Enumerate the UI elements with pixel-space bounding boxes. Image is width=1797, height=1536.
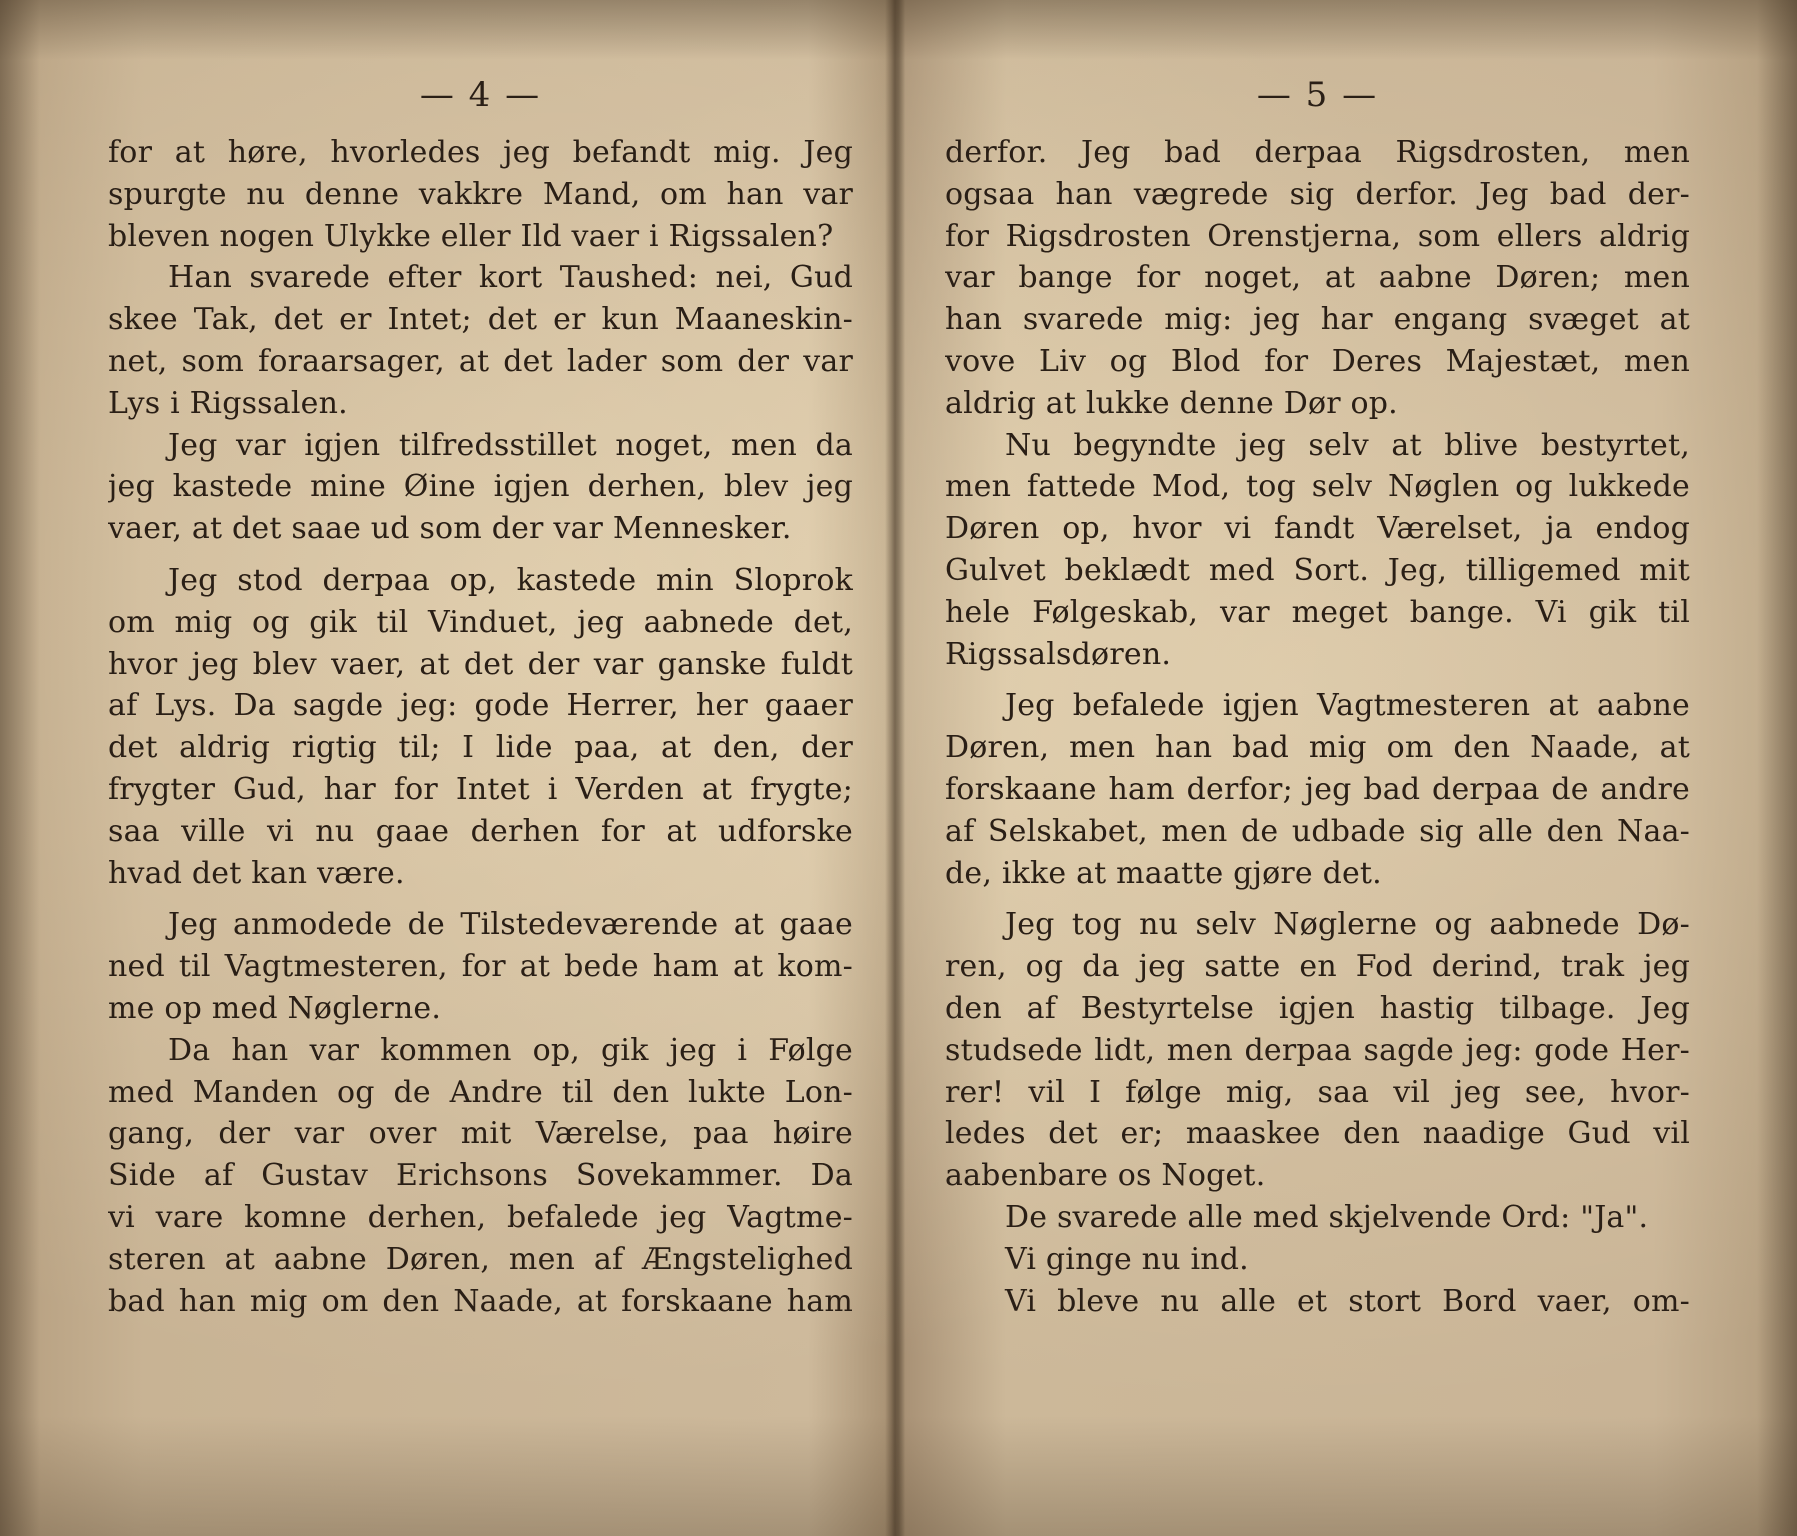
left-page-text (108, 132, 853, 1322)
text-line: aldrig at lukke denne Dør op. (945, 385, 1398, 421)
text-line: hvad det kan være. (108, 855, 405, 891)
paragraph-gap (108, 550, 853, 560)
text-line: forskaane ham derfor; jeg bad derpaa de andre (945, 771, 1690, 807)
page-number-left: — 4 — (419, 75, 542, 115)
text-line: me op med Nøglerne. (108, 990, 442, 1026)
text-line: vi vare komne derhen, befalede jeg Vagtme- (108, 1199, 853, 1235)
text-line: Døren op, hvor vi fandt Værelset, ja endog (945, 511, 1690, 547)
text-line: det aldrig rigtig til; I lide paa, at den, der (108, 730, 853, 766)
text-line: Jeg befalede igjen Vagtmesteren at aabne (1005, 688, 1690, 724)
text-line: Nu begyndte jeg selv at blive bestyrtet, (1005, 427, 1690, 463)
book-gutter (885, 0, 905, 1536)
text-line: hele Følgeskab, var meget bange. Vi gik til (945, 594, 1690, 630)
paragraph-gap (108, 894, 853, 904)
text-line: men fattede Mod, tog selv Nøglen og lukkede (945, 469, 1690, 505)
text-line: Rigssalsdøren. (945, 636, 1172, 672)
text-line: Han svarede efter kort Taushed: nei, Gud (168, 260, 853, 296)
text-line: Gulvet beklædt med Sort. Jeg, tilligemed mit (945, 552, 1690, 588)
text-line: var bange for noget, at aabne Døren; men (945, 260, 1690, 296)
text-line: ren, og da jeg satte en Fod derind, trak jeg (945, 949, 1690, 985)
text-line: rer! vil I følge mig, saa vil jeg see, hvor- (945, 1074, 1690, 1110)
right-page-text (945, 132, 1690, 1322)
text-line: ogsaa han vægrede sig derfor. Jeg bad der- (945, 176, 1690, 212)
text-line: vove Liv og Blod for Deres Majestæt, men (945, 343, 1690, 379)
text-line: aabenbare os Noget. (945, 1158, 1266, 1194)
page-edge-left (0, 0, 40, 1536)
text-line: de, ikke at maatte gjøre det. (945, 855, 1382, 891)
text-line: Jeg stod derpaa op, kastede min Sloprok (168, 562, 853, 598)
text-line: ned til Vagtmesteren, for at bede ham at kom- (108, 949, 853, 985)
text-line: af Selskabet, men de udbade sig alle den Naa- (945, 813, 1690, 849)
page-edge-right (1757, 0, 1797, 1536)
text-line: Jeg tog nu selv Nøglerne og aabnede Dø- (1005, 907, 1690, 943)
page-number-right: — 5 — (1256, 75, 1379, 115)
text-line: for at høre, hvorledes jeg befandt mig. Jeg (108, 135, 853, 170)
text-line: derfor. Jeg bad derpaa Rigsdrosten, men (945, 135, 1690, 170)
text-line: De svarede alle med skjelvende Ord: "Ja". (1005, 1199, 1649, 1235)
text-line: Jeg var igjen tilfredsstillet noget, men da (168, 427, 853, 463)
text-line: saa ville vi nu gaae derhen for at udforske (108, 813, 853, 849)
text-line: den af Bestyrtelse igjen hastig tilbage. Jeg (945, 990, 1690, 1026)
text-line: med Manden og de Andre til den lukte Lon- (108, 1074, 853, 1110)
right-page (945, 70, 1690, 1370)
text-line: om mig og gik til Vinduet, jeg aabnede det, (108, 604, 853, 640)
text-line: steren at aabne Døren, men af Ængstelighed (108, 1241, 853, 1277)
text-line: han svarede mig: jeg har engang svæget at (945, 302, 1690, 338)
text-line: hvor jeg blev vaer, at det der var ganske fuldt (108, 646, 853, 682)
text-line: frygter Gud, har for Intet i Verden at frygte; (108, 771, 853, 807)
text-line: spurgte nu denne vakkre Mand, om han var (108, 176, 853, 212)
text-line: af Lys. Da sagde jeg: gode Herrer, her gaaer (108, 688, 853, 724)
text-line: for Rigsdrosten Orenstjerna, som ellers aldrig (945, 218, 1690, 254)
text-line: vaer, at det saae ud som der var Mennesker. (108, 511, 792, 547)
text-line: Lys i Rigssalen. (108, 385, 348, 421)
text-line: bleven nogen Ulykke eller Ild vaer i Rigssalen? (108, 218, 834, 254)
text-line: ledes det er; maaskee den naadige Gud vil (945, 1116, 1690, 1152)
text-line: jeg kastede mine Øine igjen derhen, blev jeg (108, 469, 853, 505)
text-line: Side af Gustav Erichsons Sovekammer. Da (108, 1158, 853, 1194)
text-line: studsede lidt, men derpaa sagde jeg: gode Her- (945, 1032, 1690, 1068)
text-line: Jeg anmodede de Tilstedeværende at gaae (168, 907, 853, 943)
text-line: net, som foraarsager, at det lader som der var (108, 343, 853, 379)
text-line: skee Tak, det er Intet; det er kun Maaneskin- (108, 302, 853, 338)
text-line: bad han mig om den Naade, at forskaane ham (108, 1283, 853, 1319)
text-line: Vi bleve nu alle et stort Bord vaer, om- (1005, 1283, 1690, 1319)
text-line: Vi ginge nu ind. (1005, 1241, 1249, 1277)
text-line: Døren, men han bad mig om den Naade, at (945, 730, 1690, 766)
text-line: gang, der var over mit Værelse, paa høire (108, 1116, 853, 1152)
left-page (108, 70, 853, 1370)
paragraph-gap (945, 894, 1690, 904)
text-line: Da han var kommen op, gik jeg i Følge (168, 1032, 853, 1068)
paragraph-gap (945, 675, 1690, 685)
